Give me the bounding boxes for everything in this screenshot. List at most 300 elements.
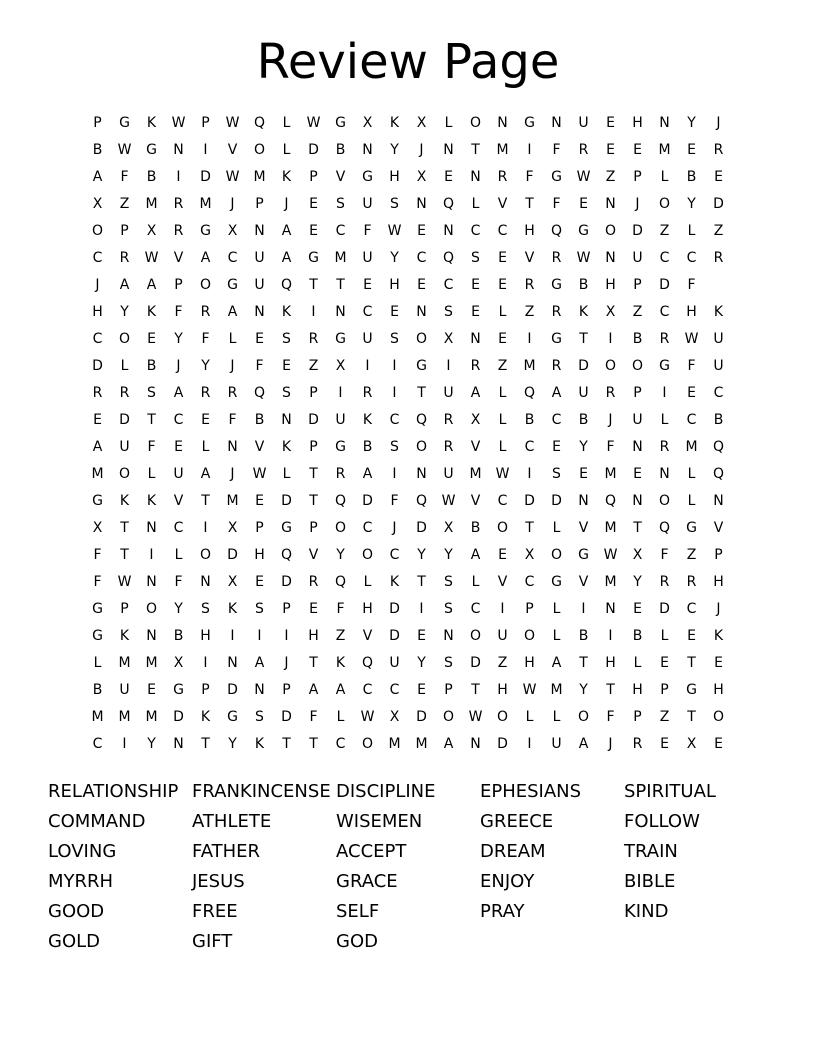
grid-letter: P (309, 169, 318, 185)
grid-letter: V (578, 520, 589, 536)
grid-letter: L (498, 412, 507, 428)
grid-letter: X (146, 223, 157, 239)
grid-letter: R (335, 466, 346, 482)
grid-letter: L (282, 115, 291, 131)
grid-letter: E (390, 304, 399, 320)
grid-letter: Y (579, 439, 588, 455)
grid-letter: D (416, 520, 427, 536)
grid-letter: C (389, 682, 400, 698)
grid-letter: T (525, 196, 534, 212)
grid-row (84, 704, 732, 731)
grid-letter: P (174, 277, 183, 293)
grid-letter: Y (201, 358, 210, 374)
grid-letter: B (92, 142, 103, 158)
grid-letter: M (145, 709, 158, 725)
grid-letter: M (91, 466, 104, 482)
grid-letter: C (524, 439, 535, 455)
grid-letter: L (93, 655, 102, 671)
grid-letter: V (713, 520, 724, 536)
grid-letter: X (443, 520, 454, 536)
word-list-item: GREECE (480, 811, 554, 832)
grid-letter: E (309, 601, 318, 617)
grid-letter: G (119, 115, 130, 131)
word-list-item: GOLD (48, 931, 101, 952)
grid-letter: Z (497, 655, 508, 671)
grid-letter: E (309, 196, 318, 212)
grid-letter: I (446, 358, 451, 374)
grid-letter: E (147, 331, 156, 347)
grid-letter: Z (713, 223, 724, 239)
word-list-item: DISCIPLINE (336, 781, 436, 802)
grid-row (84, 272, 732, 299)
grid-letter: E (714, 736, 723, 752)
word-list-item: GRACE (336, 871, 398, 892)
grid-letter: D (281, 493, 292, 509)
grid-letter: N (416, 196, 427, 212)
grid-letter: P (93, 115, 102, 131)
grid-letter: M (550, 682, 563, 698)
grid-letter: O (604, 223, 617, 239)
grid-row (84, 677, 732, 704)
grid-letter: G (551, 169, 562, 185)
grid-letter: Q (442, 250, 455, 266)
grid-letter: G (308, 250, 319, 266)
grid-letter: D (659, 601, 670, 617)
grid-letter: V (497, 574, 508, 590)
grid-letter: I (122, 736, 127, 752)
grid-letter: Z (659, 709, 670, 725)
grid-letter: E (309, 223, 318, 239)
grid-letter: G (551, 574, 562, 590)
grid-letter: M (253, 169, 266, 185)
grid-row (84, 650, 732, 677)
grid-letter: W (360, 709, 375, 725)
grid-letter: M (415, 736, 428, 752)
grid-letter: L (552, 520, 561, 536)
grid-letter: F (687, 358, 696, 374)
grid-row (84, 191, 732, 218)
grid-letter: T (309, 655, 318, 671)
grid-letter: P (282, 601, 291, 617)
grid-letter: V (254, 439, 265, 455)
grid-letter: M (226, 493, 239, 509)
grid-letter: I (203, 142, 208, 158)
grid-letter: L (552, 709, 561, 725)
grid-letter: Q (712, 466, 725, 482)
word-search-grid (84, 110, 732, 758)
grid-letter: E (282, 358, 291, 374)
grid-letter: J (608, 412, 613, 428)
grid-letter: L (228, 331, 237, 347)
grid-letter: I (500, 601, 505, 617)
grid-letter: O (658, 196, 671, 212)
grid-letter: R (578, 142, 589, 158)
grid-letter: R (659, 574, 670, 590)
grid-letter: A (551, 385, 562, 401)
grid-letter: Y (417, 547, 426, 563)
grid-letter: O (361, 547, 374, 563)
grid-letter: Y (687, 115, 696, 131)
grid-letter: I (419, 601, 424, 617)
grid-letter: O (658, 493, 671, 509)
grid-letter: W (522, 682, 537, 698)
grid-letter: O (118, 331, 131, 347)
grid-letter: C (335, 223, 346, 239)
grid-letter: E (687, 385, 696, 401)
grid-letter: R (173, 223, 184, 239)
grid-letter: D (524, 493, 535, 509)
grid-letter: I (257, 628, 262, 644)
grid-letter: X (470, 412, 481, 428)
grid-letter: V (524, 250, 535, 266)
grid-letter: W (576, 169, 591, 185)
word-list-item: GOD (336, 931, 378, 952)
grid-letter: W (225, 169, 240, 185)
grid-letter: T (309, 493, 318, 509)
grid-letter: I (338, 385, 343, 401)
grid-letter: M (118, 655, 131, 671)
grid-letter: L (633, 655, 642, 671)
grid-letter: C (470, 223, 481, 239)
grid-letter: Q (253, 385, 266, 401)
grid-letter: S (336, 196, 345, 212)
grid-letter: R (659, 439, 670, 455)
grid-letter: S (390, 196, 399, 212)
grid-letter: V (362, 628, 373, 644)
grid-letter: E (687, 628, 696, 644)
grid-letter: L (174, 547, 183, 563)
grid-letter: X (335, 358, 346, 374)
grid-letter: B (335, 142, 346, 158)
grid-letter: M (604, 466, 617, 482)
grid-letter: A (92, 439, 103, 455)
grid-letter: D (92, 358, 103, 374)
grid-letter: V (173, 250, 184, 266)
grid-letter: W (441, 493, 456, 509)
grid-letter: I (527, 736, 532, 752)
grid-letter: F (606, 439, 615, 455)
grid-letter: G (362, 169, 373, 185)
grid-letter: X (389, 709, 400, 725)
grid-letter: C (686, 412, 697, 428)
grid-letter: N (443, 628, 454, 644)
grid-letter: K (362, 412, 373, 428)
grid-letter: E (255, 574, 264, 590)
grid-letter: T (633, 520, 642, 536)
grid-letter: M (388, 736, 401, 752)
word-list-item: GOOD (48, 901, 105, 922)
grid-letter: C (173, 520, 184, 536)
grid-letter: T (525, 520, 534, 536)
grid-row (84, 110, 732, 137)
grid-row (84, 245, 732, 272)
grid-letter: C (686, 601, 697, 617)
grid-letter: S (201, 601, 210, 617)
grid-letter: O (199, 277, 212, 293)
grid-letter: P (309, 520, 318, 536)
grid-letter: D (227, 547, 238, 563)
grid-letter: X (416, 115, 427, 131)
grid-letter: H (200, 628, 211, 644)
grid-letter: O (442, 709, 455, 725)
grid-letter: M (604, 574, 617, 590)
grid-letter: R (119, 250, 130, 266)
grid-letter: U (443, 466, 454, 482)
grid-letter: D (389, 628, 400, 644)
grid-letter: O (550, 547, 563, 563)
grid-letter: U (119, 682, 130, 698)
grid-letter: Q (415, 412, 428, 428)
grid-letter: Q (334, 493, 347, 509)
grid-letter: Q (334, 574, 347, 590)
grid-letter: C (551, 412, 562, 428)
grid-letter: Y (579, 682, 588, 698)
grid-letter: E (417, 277, 426, 293)
grid-letter: R (551, 358, 562, 374)
grid-letter: L (498, 439, 507, 455)
grid-letter: T (282, 736, 291, 752)
grid-letter: K (281, 169, 292, 185)
word-list-item: KIND (624, 901, 669, 922)
grid-letter: L (660, 412, 669, 428)
grid-letter: L (471, 574, 480, 590)
grid-letter: M (118, 709, 131, 725)
grid-letter: T (579, 655, 588, 671)
grid-letter: N (335, 304, 346, 320)
grid-letter: W (387, 223, 402, 239)
grid-letter: A (173, 385, 184, 401)
grid-letter: C (92, 736, 103, 752)
grid-letter: I (176, 169, 181, 185)
grid-letter: M (334, 250, 347, 266)
grid-letter: C (335, 736, 346, 752)
grid-letter: D (308, 412, 319, 428)
grid-letter: F (201, 331, 210, 347)
grid-letter: A (335, 682, 346, 698)
grid-letter: N (443, 223, 454, 239)
grid-letter: L (147, 466, 156, 482)
grid-letter: T (120, 547, 129, 563)
grid-letter: F (363, 223, 372, 239)
grid-letter: W (468, 709, 483, 725)
grid-letter: E (633, 466, 642, 482)
grid-letter: H (362, 601, 373, 617)
grid-letter: S (444, 655, 453, 671)
grid-row (84, 164, 732, 191)
grid-letter: L (687, 466, 696, 482)
grid-letter: S (471, 250, 480, 266)
grid-letter: J (284, 655, 289, 671)
grid-letter: E (660, 736, 669, 752)
grid-letter: Z (119, 196, 130, 212)
grid-letter: H (389, 169, 400, 185)
grid-letter: H (497, 682, 508, 698)
grid-row (84, 515, 732, 542)
grid-letter: V (470, 493, 481, 509)
grid-letter: P (201, 115, 210, 131)
grid-letter: B (470, 520, 481, 536)
grid-letter: J (716, 115, 721, 131)
grid-letter: G (92, 493, 103, 509)
grid-letter: R (200, 385, 211, 401)
grid-letter: G (200, 223, 211, 239)
word-list-item: ACCEPT (336, 841, 407, 862)
grid-letter: D (308, 142, 319, 158)
grid-letter: R (551, 304, 562, 320)
grid-letter: V (173, 493, 184, 509)
grid-letter: I (527, 466, 532, 482)
word-list-item: COMMAND (48, 811, 146, 832)
grid-letter: L (471, 196, 480, 212)
grid-letter: Y (336, 547, 345, 563)
grid-letter: M (145, 196, 158, 212)
grid-letter: F (525, 169, 534, 185)
grid-letter: A (470, 385, 481, 401)
grid-letter: N (605, 601, 616, 617)
grid-letter: Y (687, 196, 696, 212)
grid-letter: C (497, 223, 508, 239)
grid-letter: Z (605, 169, 616, 185)
grid-letter: J (230, 358, 235, 374)
grid-letter: G (146, 142, 157, 158)
grid-letter: V (308, 547, 319, 563)
grid-row (84, 326, 732, 353)
grid-letter: Z (335, 628, 346, 644)
grid-letter: A (92, 169, 103, 185)
grid-letter: H (308, 628, 319, 644)
grid-letter: F (660, 547, 669, 563)
grid-letter: P (309, 385, 318, 401)
grid-letter: I (662, 385, 667, 401)
grid-letter: X (227, 223, 238, 239)
grid-letter: F (390, 493, 399, 509)
grid-letter: I (608, 331, 613, 347)
grid-letter: P (714, 547, 723, 563)
grid-letter: K (281, 439, 292, 455)
grid-letter: M (523, 358, 536, 374)
grid-letter: P (255, 196, 264, 212)
grid-letter: U (443, 385, 454, 401)
grid-letter: D (713, 196, 724, 212)
grid-letter: A (551, 655, 562, 671)
grid-letter: I (203, 655, 208, 671)
grid-letter: T (201, 493, 210, 509)
word-list-item: JESUS (192, 871, 245, 892)
grid-letter: C (416, 250, 427, 266)
grid-row (84, 461, 732, 488)
grid-letter: T (471, 682, 480, 698)
grid-letter: D (632, 223, 643, 239)
grid-letter: E (417, 628, 426, 644)
grid-row (84, 353, 732, 380)
grid-letter: R (362, 385, 373, 401)
grid-letter: D (389, 601, 400, 617)
grid-letter: O (523, 628, 536, 644)
grid-letter: G (551, 277, 562, 293)
grid-letter: N (227, 439, 238, 455)
grid-letter: T (579, 331, 588, 347)
grid-letter: U (362, 250, 373, 266)
grid-letter: L (552, 601, 561, 617)
grid-letter: L (687, 493, 696, 509)
grid-letter: K (119, 493, 130, 509)
grid-letter: I (149, 547, 154, 563)
grid-letter: L (282, 142, 291, 158)
grid-letter: D (119, 412, 130, 428)
grid-letter: G (173, 682, 184, 698)
word-list-item: LOVING (48, 841, 117, 862)
word-list-item: TRAIN (624, 841, 678, 862)
word-list-item: DREAM (480, 841, 546, 862)
grid-letter: P (525, 601, 534, 617)
grid-letter: F (552, 142, 561, 158)
grid-letter: V (578, 574, 589, 590)
grid-letter: D (173, 709, 184, 725)
grid-letter: W (117, 574, 132, 590)
grid-letter: T (336, 277, 345, 293)
grid-letter: W (495, 466, 510, 482)
grid-letter: Y (174, 601, 183, 617)
grid-letter: B (92, 682, 103, 698)
word-list-item: ATHLETE (192, 811, 272, 832)
grid-letter: X (524, 547, 535, 563)
grid-letter: F (147, 439, 156, 455)
grid-letter: Q (523, 385, 536, 401)
grid-letter: G (659, 358, 670, 374)
grid-letter: U (632, 412, 643, 428)
grid-letter: X (632, 547, 643, 563)
grid-letter: P (633, 709, 642, 725)
grid-letter: P (633, 277, 642, 293)
grid-letter: I (581, 601, 586, 617)
grid-letter: W (252, 466, 267, 482)
grid-letter: R (497, 169, 508, 185)
grid-letter: E (147, 682, 156, 698)
grid-letter: N (605, 196, 616, 212)
grid-letter: J (230, 196, 235, 212)
grid-letter: P (633, 385, 642, 401)
grid-letter: N (416, 466, 427, 482)
word-list-item: RELATIONSHIP (48, 781, 179, 802)
grid-letter: J (716, 601, 721, 617)
grid-letter: X (416, 169, 427, 185)
grid-letter: B (362, 439, 373, 455)
grid-letter: T (687, 709, 696, 725)
grid-letter: E (417, 682, 426, 698)
grid-letter: E (471, 304, 480, 320)
grid-letter: D (362, 493, 373, 509)
grid-letter: C (173, 412, 184, 428)
grid-letter: C (92, 331, 103, 347)
grid-letter: Y (120, 304, 129, 320)
grid-letter: C (362, 520, 373, 536)
grid-letter: R (92, 385, 103, 401)
grid-letter: U (254, 277, 265, 293)
grid-row (84, 380, 732, 407)
grid-letter: B (632, 331, 643, 347)
grid-letter: L (660, 628, 669, 644)
grid-letter: E (633, 601, 642, 617)
grid-letter: Q (658, 520, 671, 536)
grid-letter: C (524, 574, 535, 590)
grid-letter: X (605, 304, 616, 320)
grid-letter: I (203, 520, 208, 536)
grid-letter: L (282, 466, 291, 482)
grid-letter: E (444, 169, 453, 185)
grid-letter: P (309, 439, 318, 455)
grid-letter: T (471, 142, 480, 158)
grid-letter: U (551, 736, 562, 752)
